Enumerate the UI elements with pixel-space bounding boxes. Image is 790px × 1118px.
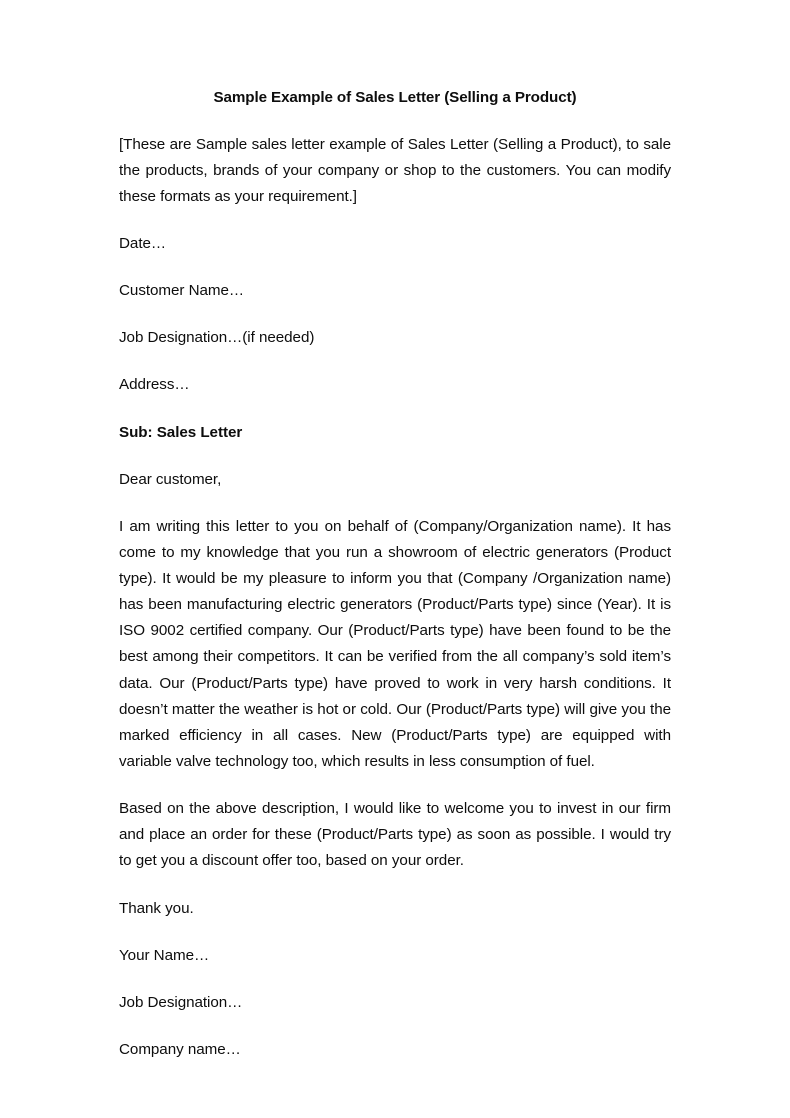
intro-note: [These are Sample sales letter example of Sales Letter (Selling a Product), to sale the products, brands of your company or shop to the customers. You can modify these formats as your requirement.] <box>119 135 671 205</box>
field-job-designation: Job Designation…(if needed) <box>119 329 315 347</box>
signature-your-name: Your Name… <box>119 946 210 964</box>
page-title: Sample Example of Sales Letter (Selling a Product) <box>213 89 577 106</box>
signature-company-name: Company name… <box>119 1041 241 1059</box>
signature-job-designation: Job Designation… <box>119 993 243 1011</box>
body-paragraph-2: Based on the above description, I would like to welcome you to invest in our firm and place an order for these (Product/Parts type) as soon as possible. I would try to get you a discount offer too, based on your order. <box>119 800 671 870</box>
field-date: Date… <box>119 234 167 252</box>
salutation: Dear customer, <box>119 470 222 488</box>
letter-content <box>119 88 671 1063</box>
closing-thanks: Thank you. <box>119 899 194 917</box>
subject-line: Sub: Sales Letter <box>119 423 243 441</box>
field-customer-name: Customer Name… <box>119 282 245 300</box>
field-address: Address… <box>119 376 190 394</box>
body-paragraph-1: I am writing this letter to you on behalf of (Company/Organization name). It has come to my knowledge that you run a showroom of electric generators (Product type). It would be my pleasure to inform you that (Company /Organization name) has been manufacturing electric generators (Product/Parts type) since (Year). It is ISO 9002 certified company. Our (Product/Parts type) have been found to be the best among their competitors. It can be verified from the all company’s sold item’s data. Our (Product/Parts type) have proved to work in very harsh conditions. It doesn’t matter the weather is hot or cold. Our (Product/Parts type) will give you the marked efficiency in all cases. New (Product/Parts type) are equipped with variable valve technology too, which results in less consumption of fuel. <box>119 517 671 771</box>
